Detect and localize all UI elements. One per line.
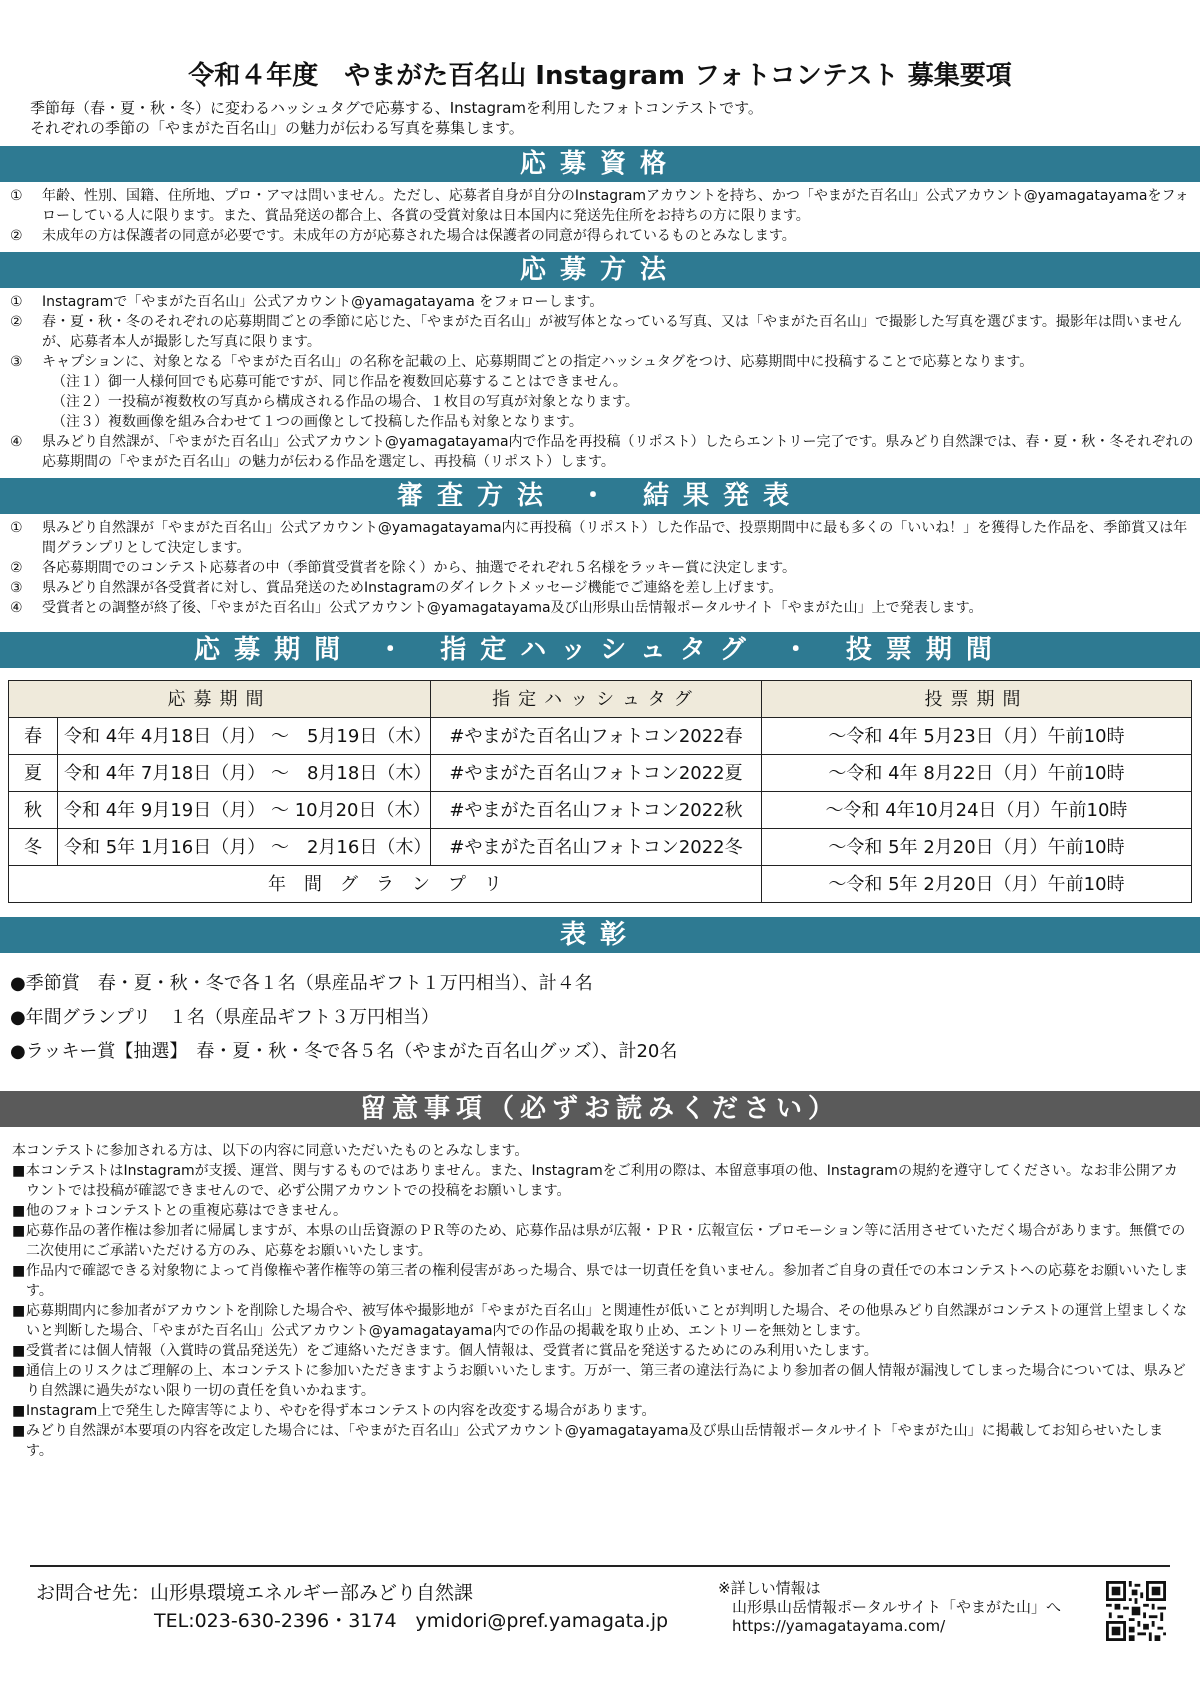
note-text: Instagram上で発生した障害等により、やむを得ず本コンテストの内容を改変する場合があります。 xyxy=(26,1403,656,1419)
list-item xyxy=(12,1261,1190,1301)
judging-list xyxy=(0,518,1200,618)
eligibility-list xyxy=(0,186,1200,246)
item-text: 春・夏・秋・冬のそれぞれの応募期間ごとの季節に応じた、「やまがた百名山」が被写体となっている写真、又は「やまがた百名山」で撮影した写真を選びます。撮影年は問いませんが、応募者本人が撮影した写真に限ります。 xyxy=(42,314,1182,350)
list-item xyxy=(10,598,1194,618)
item-text: 未成年の方は保護者の同意が必要です。未成年の方が応募された場合は保護者の同意が得られているものとみなします。 xyxy=(42,228,796,244)
section-heading-method: 応募方法 xyxy=(0,252,1200,288)
page-title: 令和４年度 やまがた百名山 Instagram フォトコンテスト 募集要項 xyxy=(188,61,1012,91)
item-text: 年齢、性別、国籍、住所地、プロ・アマは問いません。ただし、応募者自身が自分のInstagramアカウントを持ち、かつ「やまがた百名山」公式アカウント@yamagatayamaをフォローしている人に限ります。また、賞品発送の都合上、各賞の受賞対象は日本国内に発送先住所をお持ちの方に限ります。 xyxy=(42,188,1189,224)
season-cell: 夏 xyxy=(9,755,58,792)
item-number: ④ xyxy=(10,600,23,616)
list-item xyxy=(12,1361,1190,1401)
intro-line: 季節毎（春・夏・秋・冬）に変わるハッシュタグで応募する、Instagramを利用したフォトコンテストです。 xyxy=(30,99,763,117)
item-text: 県みどり自然課が各受賞者に対し、賞品発送のためInstagramのダイレクトメッセージ機能でご連絡を差し上げます。 xyxy=(42,580,783,596)
square-bullet-icon: ■ xyxy=(12,1403,26,1419)
note-text: 本コンテストはInstagramが支援、運営、関与するものではありません。また、Instagramをご利用の際は、本留意事項の他、Instagramの規約を遵守してください。なお非公開アカウントでは投稿が確認できませんので、必ず公開アカウントでの投稿をお願いします。 xyxy=(26,1163,1178,1199)
item-number: ③ xyxy=(10,580,23,596)
method-list xyxy=(0,292,1200,472)
more-info-line: 山形県山岳情報ポータルサイト「やまがた山」へ xyxy=(732,1598,1061,1616)
vote-cell: ～令和 5年 2月20日（月）午前10時 xyxy=(762,829,1192,866)
period-cell: 令和 4年 4月18日（月） ～ 5月19日（木） xyxy=(58,718,431,755)
notes-list xyxy=(0,1131,1200,1461)
section-heading-awards: 表彰 xyxy=(0,917,1200,953)
item-number: ② xyxy=(10,560,23,576)
vote-cell: ～令和 5年 2月20日（月）午前10時 xyxy=(762,866,1192,903)
period-cell: 令和 4年 7月18日（月） ～ 8月18日（木） xyxy=(58,755,431,792)
item-number: ③ xyxy=(10,354,23,370)
item-text: 各応募期間でのコンテスト応募者の中（季節賞受賞者を除く）から、抽選でそれぞれ５名様をラッキー賞に決定します。 xyxy=(42,560,797,576)
list-item xyxy=(10,226,1194,246)
hashtag-cell: #やまがた百名山フォトコン2022夏 xyxy=(431,755,762,792)
item-text: 受賞者との調整が終了後、「やまがた百名山」公式アカウント@yamagatayama及び山形県山岳情報ポータルサイト「やまがた山」上で発表します。 xyxy=(42,600,983,616)
vote-cell: ～令和 4年 5月23日（月）午前10時 xyxy=(762,718,1192,755)
item-text: 県みどり自然課が、「やまがた百名山」公式アカウント@yamagatayama内で作品を再投稿（リポスト）したらエントリー完了です。県みどり自然課では、春・夏・秋・冬それぞれの応募期間の「やまがた百名山」の魅力が伝わる作品を選定し、再投稿（リポスト）します。 xyxy=(42,434,1194,470)
item-text: Instagramで「やまがた百名山」公式アカウント@yamagatayama をフォローします。 xyxy=(42,294,604,310)
award-item: ●ラッキー賞【抽選】 春・夏・秋・冬で各５名（やまがた百名山グッズ）、計20名 xyxy=(10,1041,678,1062)
method-note: （注３）複数画像を組み合わせて１つの画像として投稿した作品も対象となります。 xyxy=(52,414,583,430)
award-item: ●年間グランプリ １名（県産品ギフト３万円相当） xyxy=(10,1007,439,1028)
vote-cell: ～令和 4年10月24日（月）午前10時 xyxy=(762,792,1192,829)
item-number: ④ xyxy=(10,434,23,450)
note-text: 応募作品の著作権は参加者に帰属しますが、本県の山岳資源のＰＲ等のため、応募作品は県が広報・ＰＲ・広報宣伝・プロモーション等に活用させていただく場合があります。無償での二次使用にご承諾いただける方のみ、応募をお願いいたします。 xyxy=(26,1223,1186,1259)
column-header-period: 応募期間 xyxy=(9,681,431,718)
section-heading-notes: 留意事項（必ずお読みください） xyxy=(0,1091,1200,1127)
period-cell: 令和 4年 9月19日（月） ～ 10月20日（木） xyxy=(58,792,431,829)
note-text: 他のフォトコンテストとの重複応募はできません。 xyxy=(26,1203,348,1219)
intro xyxy=(0,92,1200,138)
method-note: （注２）一投稿が複数枚の写真から構成される作品の場合、１枚目の写真が対象となります。 xyxy=(52,394,639,410)
hashtag-cell: #やまがた百名山フォトコン2022春 xyxy=(431,718,762,755)
table-row xyxy=(9,829,1192,866)
list-item xyxy=(12,1401,1190,1421)
square-bullet-icon: ■ xyxy=(12,1163,26,1179)
item-number: ② xyxy=(10,228,23,244)
note-text: 通信上のリスクはご理解の上、本コンテストに参加いただきますようお願いいたします。万が一、第三者の違法行為により参加者の個人情報が漏洩してしまった場合については、県みどり自然課に過失がない限り一切の責任を負いかねます。 xyxy=(26,1363,1186,1399)
note-text: みどり自然課が本要項の内容を改定した場合には、「やまがた百名山」公式アカウント@yamagatayama及び県山岳情報ポータルサイト「やまがた山」に掲載してお知らせいたします。 xyxy=(26,1423,1164,1459)
list-item xyxy=(10,578,1194,598)
item-number: ① xyxy=(10,520,23,536)
hashtag-cell: #やまがた百名山フォトコン2022冬 xyxy=(431,829,762,866)
method-note: （注１）御一人様何回でも応募可能ですが、同じ作品を複数回応募することはできません。 xyxy=(52,374,627,390)
footer-divider xyxy=(30,1565,1170,1567)
awards-list xyxy=(0,957,1200,1069)
more-info-line: ※詳しい情報は xyxy=(718,1579,821,1597)
square-bullet-icon: ■ xyxy=(12,1363,26,1379)
note-text: 受賞者には個人情報（入賞時の賞品発送先）をご連絡いただきます。個人情報は、受賞者に賞品を発送するためにのみ利用いたします。 xyxy=(26,1343,878,1359)
section-heading-eligibility: 応募資格 xyxy=(0,146,1200,182)
item-text: キャプションに、対象となる「やまがた百名山」の名称を記載の上、応募期間ごとの指定ハッシュタグをつけ、応募期間中に投稿することで応募となります。 xyxy=(42,354,1034,370)
item-number: ① xyxy=(10,294,23,310)
table-row xyxy=(9,792,1192,829)
list-item xyxy=(10,432,1194,472)
more-info xyxy=(718,1579,1061,1636)
qr-code-icon xyxy=(1106,1581,1166,1641)
list-item xyxy=(10,186,1194,226)
season-cell: 秋 xyxy=(9,792,58,829)
column-header-hashtag: 指定ハッシュタグ xyxy=(431,681,762,718)
square-bullet-icon: ■ xyxy=(12,1223,26,1239)
note-text: 応募期間内に参加者がアカウントを削除した場合や、被写体や撮影地が「やまがた百名山」と関連性が低いことが判明した場合、その他県みどり自然課がコンテストの運営上望ましくないと判断した場合、「やまがた百名山」公式アカウント@yamagatayama内での作品の掲載を取り止め、エントリーを無効とします。 xyxy=(26,1303,1188,1339)
intro-line: それぞれの季節の「やまがた百名山」の魅力が伝わる写真を募集します。 xyxy=(30,119,524,137)
list-item xyxy=(10,292,1194,312)
table-row xyxy=(9,718,1192,755)
notes-lead: 本コンテストに参加される方は、以下の内容に同意いただいたものとみなします。 xyxy=(12,1143,529,1159)
grand-prix-label: 年 間 グ ラ ン プ リ xyxy=(9,866,762,903)
contact-line: お問合せ先：山形県環境エネルギー部みどり自然課 xyxy=(36,1582,474,1604)
square-bullet-icon: ■ xyxy=(12,1423,26,1439)
list-item xyxy=(10,558,1194,578)
award-item: ●季節賞 春・夏・秋・冬で各１名（県産品ギフト１万円相当）、計４名 xyxy=(10,973,593,994)
season-cell: 冬 xyxy=(9,829,58,866)
hashtag-cell: #やまがた百名山フォトコン2022秋 xyxy=(431,792,762,829)
item-number: ① xyxy=(10,188,23,204)
list-item xyxy=(12,1421,1190,1461)
item-text: 県みどり自然課が「やまがた百名山」公式アカウント@yamagatayama内に再投稿（リポスト）した作品で、投票期間中に最も多くの「いいね！」を獲得した作品を、季節賞又は年間グランプリとして決定します。 xyxy=(42,520,1188,556)
list-item xyxy=(10,518,1194,558)
table-header-row xyxy=(9,681,1192,718)
season-cell: 春 xyxy=(9,718,58,755)
note-text: 作品内で確認できる対象物によって肖像権や著作権等の第三者の権利侵害があった場合、県では一切責任を負いません。参加者ご自身の責任での本コンテストへの応募をお願いいたします。 xyxy=(26,1263,1189,1299)
section-heading-schedule: 応募期間 ・ 指定ハッシュタグ ・ 投票期間 xyxy=(0,632,1200,668)
list-item xyxy=(12,1221,1190,1261)
column-header-vote: 投票期間 xyxy=(762,681,1192,718)
contact-line: TEL:023-630-2396・3174 ymidori@pref.yamagata.jp xyxy=(154,1610,669,1632)
item-number: ② xyxy=(10,314,23,330)
schedule-table xyxy=(8,680,1192,903)
square-bullet-icon: ■ xyxy=(12,1343,26,1359)
list-item xyxy=(12,1161,1190,1201)
list-item xyxy=(12,1301,1190,1341)
square-bullet-icon: ■ xyxy=(12,1263,26,1279)
portal-url-link[interactable]: https://yamagatayama.com/ xyxy=(732,1617,946,1635)
contact-info xyxy=(36,1579,668,1635)
list-item xyxy=(10,352,1194,372)
list-item xyxy=(12,1201,1190,1221)
square-bullet-icon: ■ xyxy=(12,1203,26,1219)
square-bullet-icon: ■ xyxy=(12,1303,26,1319)
vote-cell: ～令和 4年 8月22日（月）午前10時 xyxy=(762,755,1192,792)
section-heading-judging: 審査方法 ・ 結果発表 xyxy=(0,478,1200,514)
list-item xyxy=(12,1341,1190,1361)
table-row xyxy=(9,755,1192,792)
table-row-grand-prix xyxy=(9,866,1192,903)
period-cell: 令和 5年 1月16日（月） ～ 2月16日（木） xyxy=(58,829,431,866)
list-item xyxy=(10,312,1194,352)
